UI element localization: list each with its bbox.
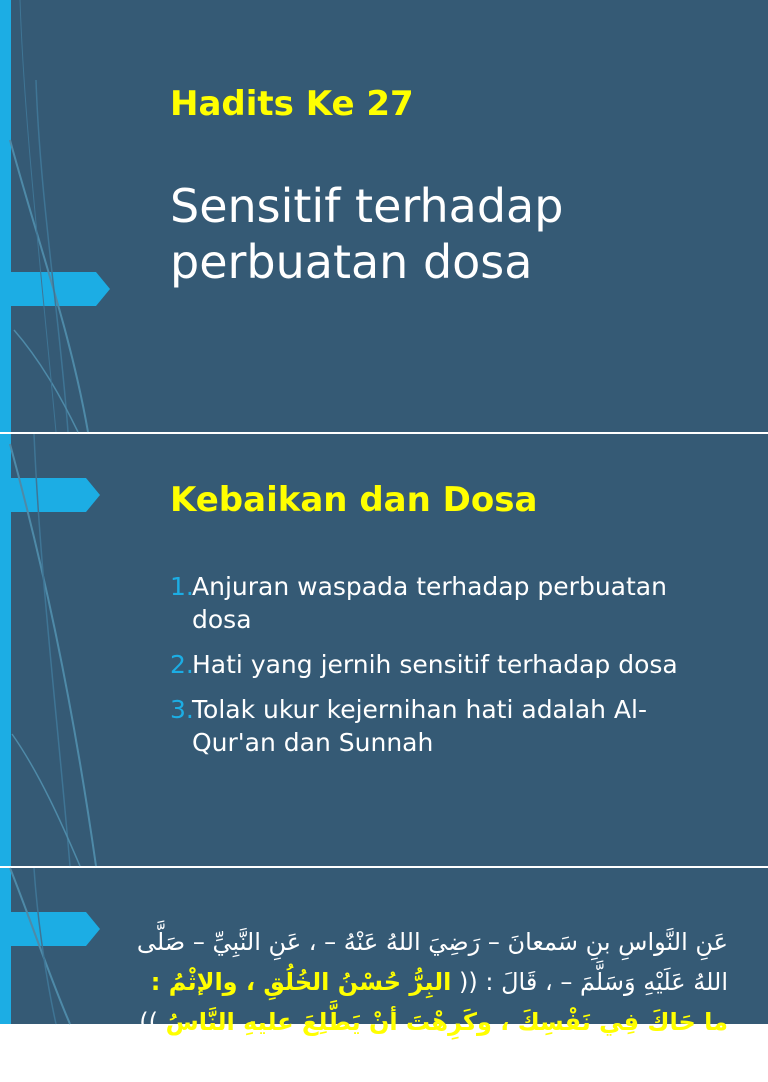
list-item-number: 2. bbox=[170, 650, 194, 679]
arabic-hadith-text bbox=[120, 922, 728, 1082]
arabic-hadith-highlight: البِرُّ حُسْنُ الخُلُقِ ، والإثْمُ : ما حَاكَ فِي نَفْسِكَ ، وكَرِهْتَ أنْ يَطَّلِعَ عليهِ النَّاسُ bbox=[150, 968, 728, 1036]
list-item bbox=[170, 570, 730, 636]
hadith-number-heading: Hadits Ke 27 bbox=[170, 84, 414, 124]
list-item-number: 3. bbox=[170, 695, 194, 724]
slide-hadith-text bbox=[0, 868, 768, 1076]
decorative-curves bbox=[0, 0, 130, 432]
arabic-intro: عَنِ النَّواسِ بنِ سَمعانَ – رَضِيَ اللهُ عَنْهُ – ، عَنِ النَّبِيِّ – صَلَّى اللهُ عَلَيْهِ وَسَلَّمَ – ، قَالَ : (( bbox=[136, 928, 728, 996]
list-item-number: 1. bbox=[170, 572, 194, 601]
list-item-text: Hati yang jernih sensitif terhadap dosa bbox=[192, 650, 678, 679]
list-item-text: Anjuran waspada terhadap perbuatan dosa bbox=[192, 572, 667, 634]
list-item bbox=[170, 648, 730, 681]
slide-points bbox=[0, 434, 768, 866]
arabic-narration: )) . رواهُ مسلمٌ bbox=[123, 1008, 728, 1076]
list-item-text: Tolak ukur kejernihan hati adalah Al-Qur'an dan Sunnah bbox=[192, 695, 648, 757]
slide-title-text: Sensitif terhadap perbuatan dosa bbox=[170, 179, 564, 289]
points-list bbox=[170, 570, 730, 771]
slide-title bbox=[0, 0, 768, 432]
decorative-curves bbox=[0, 868, 130, 1024]
section-heading: Kebaikan dan Dosa bbox=[170, 480, 538, 520]
list-item bbox=[170, 693, 730, 759]
decorative-curves bbox=[0, 434, 130, 866]
